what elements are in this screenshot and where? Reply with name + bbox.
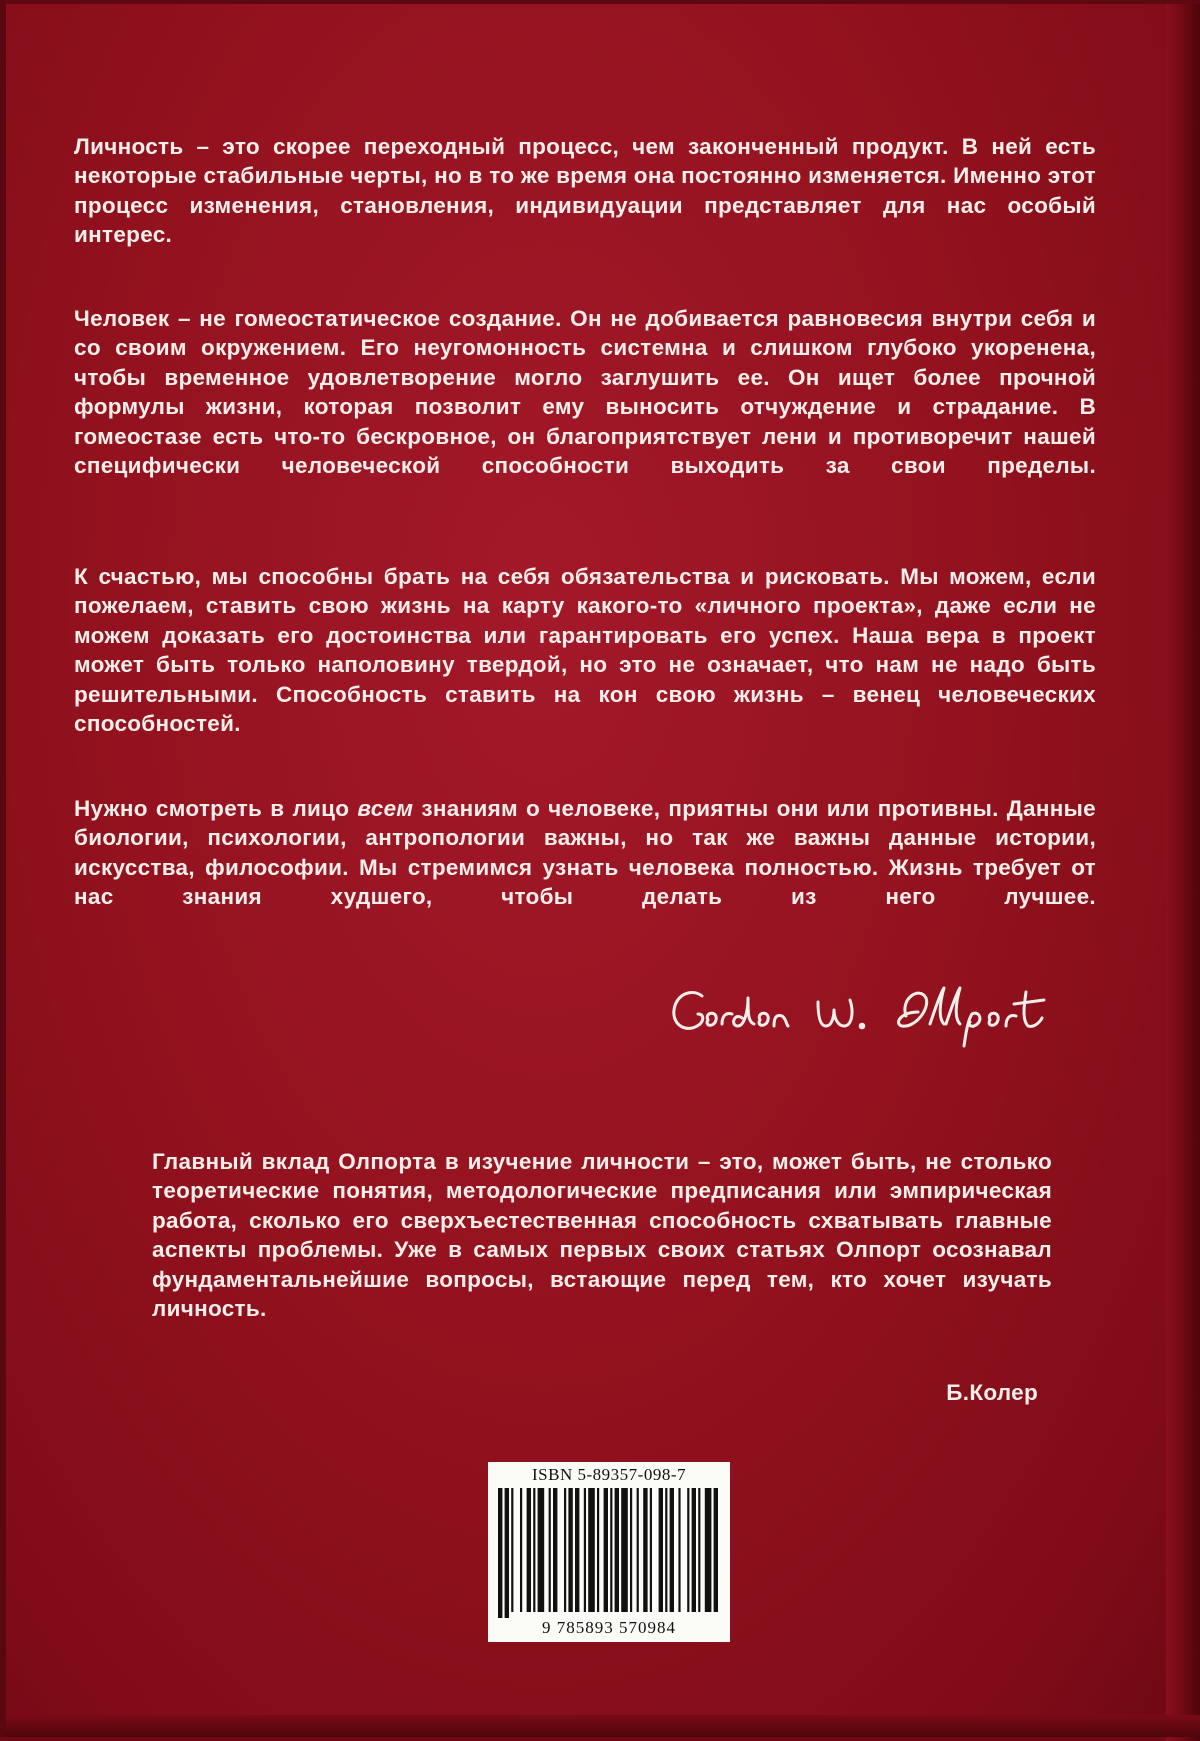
- quote-paragraph-3: К счастью, мы способны брать на себя обязательства и рисковать. Мы можем, если пожелаем, ставить свою жизнь на карту какого-то «личного проекта», даже если не можем доказать его достоинства или гарантировать его успех. Наша вера в проект может быть только наполовину твердой, но это не означает, что нам не надо быть решительными. Способность ставить на кон свою жизнь – венец человеческих способностей.: [74, 564, 1096, 737]
- allport-signature: [668, 972, 1108, 1052]
- quote-paragraph-4: [74, 794, 1096, 944]
- quote-paragraph-1: Личность – это скорее переходный процесс, чем законченный продукт. В ней есть некоторые стабильные черты, но в то же время она постоянно изменяется. Именно этот процесс изменения, становления, индивидуации представляет для нас особый интерес.: [74, 134, 1096, 248]
- isbn-barcode: [488, 1462, 730, 1642]
- commentary-paragraph: Главный вклад Олпорта в изучение личности – это, может быть, не столько теоретические понятия, методологические предписания или эмпирическая работа, сколько его сверхъестественная способность схватывать главные аспекты проблемы. Уже в самых первых своих статьях Олпорт осознавал фундаментальнейшие вопросы, встающие перед тем, кто хочет изучать личность.: [152, 1149, 1052, 1322]
- cover-edge: [1166, 4, 1200, 1741]
- quote-paragraph-4-end: знаниям о человеке, приятны они или противны. Данные биологии, психологии, антропологии важны, но так же важны данные истории, искусства, философии. Мы стремимся узнать человека полностью. Жизнь требует от нас знания худшего, чтобы делать из него лучшее.: [74, 796, 1096, 910]
- quote-paragraph-4-emphasis: всем: [357, 796, 414, 821]
- commentary-author: Б.Колер: [946, 1380, 1038, 1405]
- barcode-bars: [496, 1488, 722, 1618]
- ean-number: 9 785893 570984: [542, 1618, 676, 1637]
- isbn-number: ISBN 5-89357-098-7: [532, 1465, 686, 1484]
- cover-bottom-edge: [6, 1715, 1200, 1737]
- quote-paragraph-4-start: Нужно смотреть в лицо: [74, 796, 350, 821]
- quote-paragraph-2: Человек – не гомеостатическое создание. Он не добивается равновесия внутри себя и со своим окружением. Его неугомонность системна и слишком глубоко укоренена, чтобы временное удовлетворение могло заглушить ее. Он ищет более прочной формулы жизни, которая позволит ему выносить отчуждение и страдание. В гомеостазе есть что-то бескровное, он благоприятствует лени и противоречит нашей специфически человеческой способности выходить за свои пределы.: [74, 306, 1096, 479]
